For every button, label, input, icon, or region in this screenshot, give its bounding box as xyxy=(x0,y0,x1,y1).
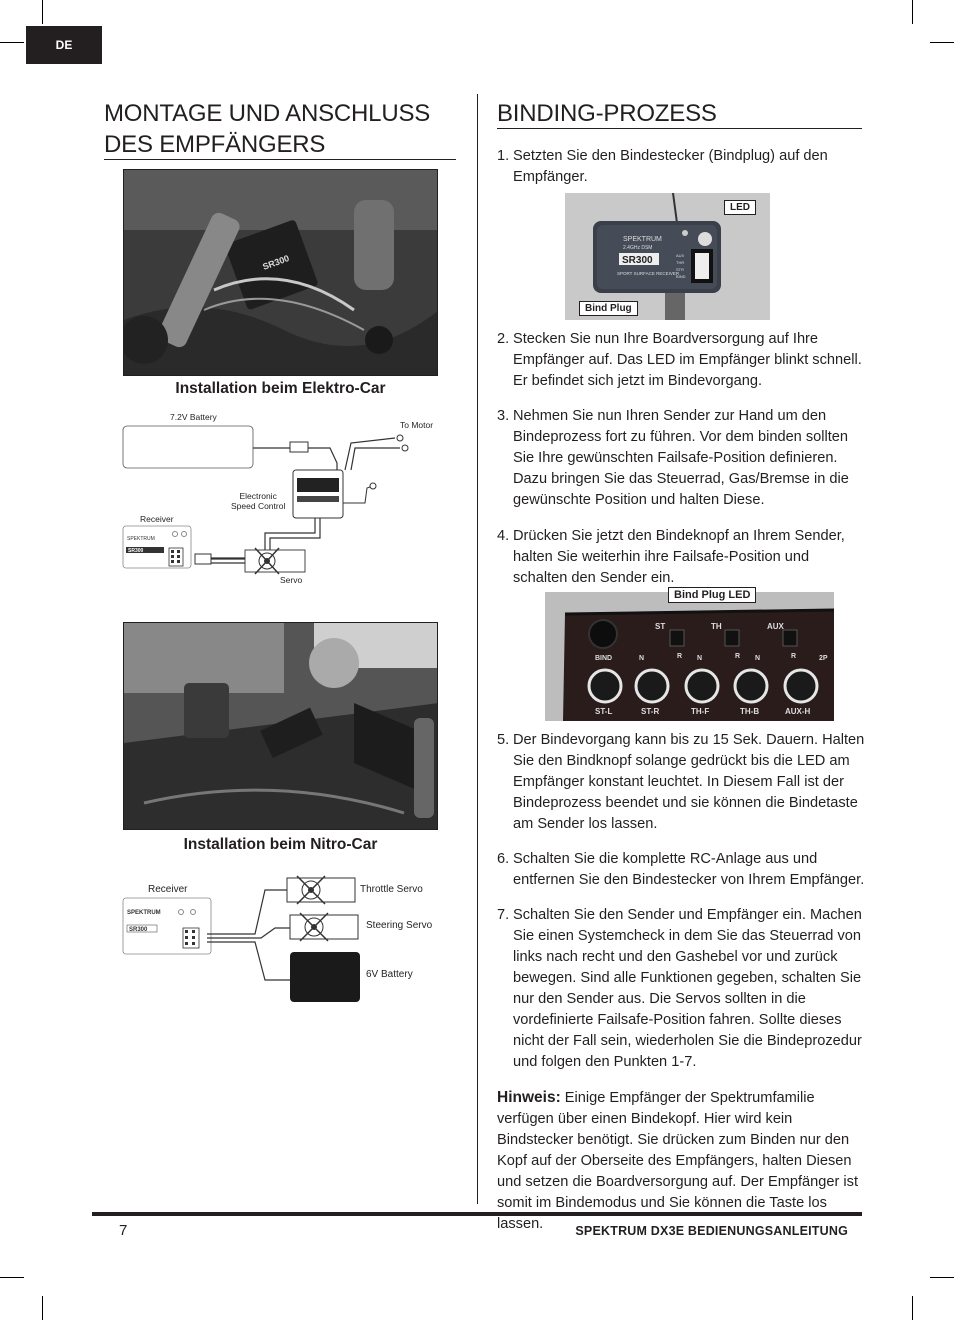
crop-mark xyxy=(0,1277,24,1278)
knob-th-b: TH-B xyxy=(740,707,760,716)
footer-bar xyxy=(92,1212,862,1216)
rx-port-str: STR xyxy=(676,267,684,272)
label-r2: R xyxy=(735,653,741,660)
section-heading-binding: BINDING-PROZESS xyxy=(497,100,717,127)
rx-brand-text: SPEKTRUM xyxy=(127,536,155,542)
crop-mark xyxy=(0,42,24,43)
label-servo: Servo xyxy=(280,575,303,585)
switch-st: ST xyxy=(655,622,666,631)
label-bind: BIND xyxy=(595,655,613,662)
step-6: 6. Schalten Sie die komplette RC-Anlage aus und entfernen Sie den Bindestecker von Ihrem Empfänger. xyxy=(497,851,865,888)
step-1: 1. Setzten Sie den Bindestecker (Bindplug) auf den Empfänger. xyxy=(497,148,828,185)
label-to-motor: To Motor xyxy=(400,420,434,430)
column-divider xyxy=(477,94,478,1204)
heading-rule xyxy=(104,159,456,160)
photo-electro-car xyxy=(123,169,438,376)
rx-port-aux: AUX xyxy=(676,253,685,258)
step-2: 2. Stecken Sie nun Ihre Boardversorgung auf Ihre Empfänger auf. Das LED im Empfänger blinkt schnell. Er befindet sich jetzt im Bindevorgang. xyxy=(497,331,862,389)
rx-photo-model-sub: SPORT SURFACE RECEIVER xyxy=(617,271,680,276)
label-n3: N xyxy=(755,655,761,662)
label-r3: R xyxy=(791,653,797,660)
crop-mark xyxy=(930,1277,954,1278)
rx-model-text: SR300 xyxy=(128,548,144,554)
crop-mark xyxy=(912,0,913,24)
rx-photo-model: SR300 xyxy=(622,255,653,266)
rx-photo-band: 2.4GHz DSM xyxy=(623,245,653,251)
crop-mark xyxy=(42,1296,43,1320)
label-n1: N xyxy=(639,655,645,662)
rx-photo-brand: SPEKTRUM xyxy=(623,236,662,243)
label-receiver-2: Receiver xyxy=(148,884,188,895)
callout-bind-plug: Bind Plug xyxy=(579,301,638,316)
label-6v-battery: 6V Battery xyxy=(366,969,413,980)
callout-led: LED xyxy=(724,200,756,215)
knob-th-f: TH-F xyxy=(691,707,710,716)
rx2-model-text: SR300 xyxy=(129,927,148,933)
knob-st-r: ST-R xyxy=(641,707,660,716)
crop-mark xyxy=(930,42,954,43)
knob-st-l: ST-L xyxy=(595,707,613,716)
label-2p: 2P xyxy=(819,655,828,662)
crop-mark xyxy=(912,1296,913,1320)
label-throttle-servo: Throttle Servo xyxy=(360,884,423,895)
step-4: 4. Drücken Sie jetzt den Bindeknopf an Ihrem Sender, halten Sie weiterhin ihre Failsafe-Position und schalten den Sender ein. xyxy=(497,528,845,586)
page-number: 7 xyxy=(119,1222,128,1239)
caption-nitro-car: Installation beim Nitro-Car xyxy=(183,836,378,853)
label-receiver: Receiver xyxy=(140,514,174,524)
switch-th: TH xyxy=(711,622,722,631)
switch-aux: AUX xyxy=(767,622,784,631)
svg-text:SR300: SR300 xyxy=(261,253,291,272)
wiring-diagram-nitro xyxy=(115,870,455,1010)
wiring-diagram-electro xyxy=(115,408,455,593)
label-n2: N xyxy=(697,655,703,662)
rx-port-bind: BIND xyxy=(676,274,686,279)
rx2-brand-text: SPEKTRUM xyxy=(127,910,161,916)
callout-bind-plug-led: Bind Plug LED xyxy=(668,587,756,603)
rx-port-thr: THR xyxy=(676,260,685,265)
step-3: 3. Nehmen Sie nun Ihren Sender zur Hand um den Bindeprozess fort zu führen. Vor dem binden sollten Sie Ihre gewünschten Failsafe-Position definieren. Dazu bringen Sie das Steuerrad, Gas/Bremse in die gewünschte Position und halten Diese. xyxy=(497,408,849,508)
photo-transmitter-panel xyxy=(545,592,834,721)
label-battery: 7.2V Battery xyxy=(170,412,217,422)
label-r1: R xyxy=(677,653,683,660)
heading-rule xyxy=(497,128,862,129)
caption-electro-car: Installation beim Elektro-Car xyxy=(175,380,386,397)
label-steering-servo: Steering Servo xyxy=(366,920,433,931)
knob-aux-h: AUX-H xyxy=(785,707,811,716)
step-7: 7. Schalten Sie den Sender und Empfänger ein. Machen Sie einen Systemcheck in dem Sie das Steuerrad von links nach recht und den Gashebel vor und zurück bewegen. Sind alle Funktionen gegeben, schalten Sie nur den Sender aus. Die Servos sollten in die vordefinierte Failsafe-Position fahren. Sollte dieses nicht der Fall sein, wiederholen Sie die Bindeprozedur und folgen den Punkten 1-7. xyxy=(497,907,862,1070)
photo-nitro-car xyxy=(123,622,438,830)
crop-mark xyxy=(42,0,43,24)
footer-title: SPEKTRUM DX3E BEDIENUNGSANLEITUNG xyxy=(575,1224,848,1238)
section-heading-mounting: MONTAGE UND ANSCHLUSS DES EMPFÄNGERS xyxy=(104,100,431,158)
note-label: Hinweis: xyxy=(497,1089,561,1106)
language-tab: DE xyxy=(26,26,102,64)
step-5: 5. Der Bindevorgang kann bis zu 15 Sek. Dauern. Halten Sie den Bindknopf solange gedrückt bis die LED am Empfänger konstant leuchtet. In Diesem Fall ist der Bindeprozess beendet und sie können die Bindetaste am Sender los lassen. xyxy=(497,732,865,832)
label-esc: Electronic Speed Control xyxy=(231,491,286,511)
note-text: Einige Empfänger der Spektrumfamilie verfügen über einen Bindekopf. Hier wird kein Bindstecker benötigt. Sie drücken zum Binden nur den Kopf auf der Oberseite des Empfängers, halten Diesen und setzen die Boardversorgung auf. Der Empfänger ist somit im Bindemodus und Sie können die Taste los lassen. xyxy=(497,1090,858,1232)
